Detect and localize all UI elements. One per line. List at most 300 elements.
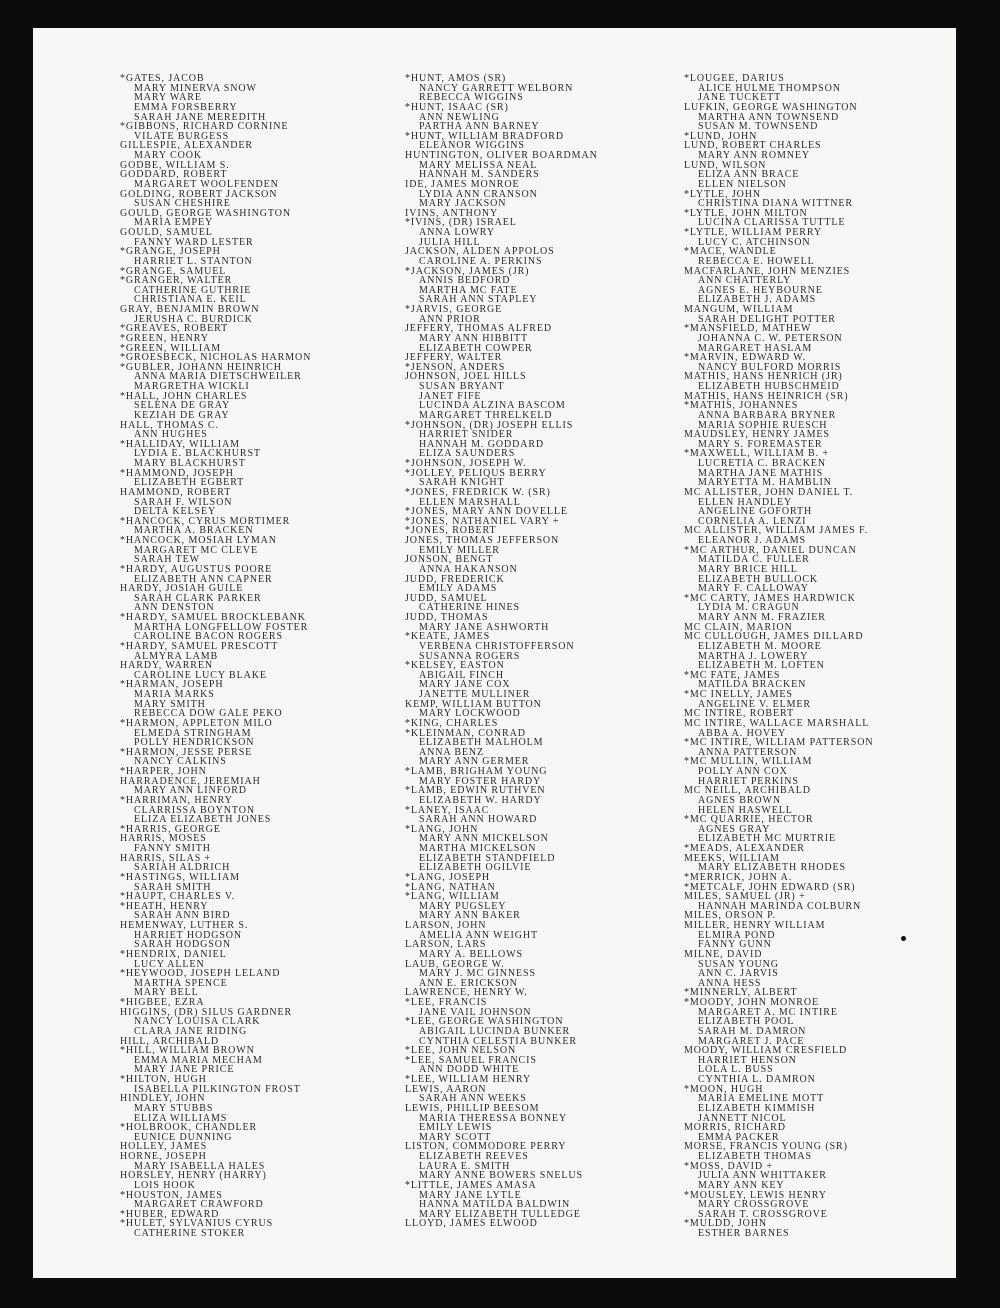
family-head-name: JONSON, BENGT: [405, 554, 494, 566]
spouse-name: EUNICE DUNNING: [134, 1131, 233, 1143]
spouse-name: SARAH ANN STAPLEY: [419, 294, 538, 306]
spouse-name: ELIZABETH J. ADAMS: [698, 294, 817, 306]
spouse-name: ELIZABETH M. MOORE: [698, 640, 822, 652]
spouse-name: JOHANNA C. W. PETERSON: [698, 332, 843, 344]
spouse-name: MARY ANNE BOWERS SNELUS: [419, 1170, 583, 1182]
family-head-name: *MOODY, JOHN MONROE: [684, 997, 819, 1008]
family-head-name: *LYTLE, JOHN: [684, 188, 762, 200]
family-head-name: *MATHIS, JOHANNES: [684, 400, 799, 412]
family-head-name: LUND, WILSON: [684, 159, 767, 171]
spouse-name: MARY LOCKWOOD: [419, 708, 521, 720]
family-head-name: *GIBBONS, RICHARD CORNINE: [120, 121, 289, 133]
spouse-name: KEZIAH DE GRAY: [134, 409, 230, 421]
spouse-name: HANNAH M. SANDERS: [419, 169, 540, 181]
spouse-name: MARY ANN M. FRAZIER: [698, 612, 826, 623]
spouse-name: MARY CROSSGROVE: [698, 1199, 810, 1211]
spouse-name: ANGELINE V. ELMER: [698, 698, 811, 710]
family-head-name: GRAY, BENJAMIN BROWN: [120, 304, 260, 315]
spouse-name: LUCINA CLARISSA TUTTLE: [698, 217, 846, 229]
spouse-name: LYDIA E. BLACKHURST: [134, 448, 261, 460]
spouse-name: MARGARET WOOLFENDEN: [134, 178, 279, 190]
spouse-name: PARTHA ANN BARNEY: [419, 121, 540, 133]
family-head-name: *HARDY, AUGUSTUS POORE: [120, 563, 273, 575]
spouse-name: ELEANOR J. ADAMS: [698, 535, 807, 546]
family-head-name: IDE, JAMES MONROE: [405, 178, 520, 190]
spouse-name: NANCY LOUISA CLARK: [134, 1016, 261, 1028]
family-head-name: *HIGBEE, EZRA: [120, 997, 205, 1008]
spouse-name: JANNETT NICOL: [698, 1112, 787, 1124]
spouse-name: HELEN HASWELL: [698, 804, 793, 816]
spouse-name: ANNA HESS: [698, 977, 762, 989]
family-head-name: LLOYD, JAMES ELWOOD: [405, 1218, 538, 1230]
spouse-name: ANN E. ERICKSON: [419, 977, 518, 989]
family-head-name: *HANCOCK, MOSIAH LYMAN: [120, 535, 277, 546]
spouse-name: SUSAN YOUNG: [698, 958, 779, 970]
family-head-name: *LEE, WILLIAM HENRY: [405, 1074, 532, 1085]
spouse-name: ELIZABETH THOMAS: [698, 1151, 812, 1162]
family-head-name: *HILTON, HUGH: [120, 1074, 207, 1085]
spouse-name: MARY FOSTER HARDY: [419, 775, 542, 787]
spouse-name: ISABELLA PILKINGTON FROST: [134, 1083, 301, 1095]
family-head-name: *HENDRIX, DANIEL: [120, 948, 227, 960]
spouse-name: ANN PRIOR: [419, 313, 481, 325]
family-head-name: *LOUGEE, DARIUS: [684, 73, 785, 84]
family-head-name: GODDARD, ROBERT: [120, 169, 228, 181]
family-head-name: *HUNT, AMOS (SR): [405, 73, 507, 84]
spouse-name: SARAH ANN WEEKS: [419, 1093, 527, 1105]
family-head-name: *KEATE, JAMES: [405, 631, 491, 643]
spouse-name: CYNTHIA L. DAMRON: [698, 1074, 816, 1085]
spouse-name: CHRISTIANA E. KEIL: [134, 294, 247, 306]
spouse-name: MARTHA A. BRACKEN: [134, 525, 254, 537]
family-head-name: *LAMB, BRIGHAM YOUNG: [405, 766, 548, 777]
spouse-name: MARIA SOPHIE RUESCH: [698, 419, 828, 431]
family-head-name: *MC QUARRIE, HECTOR: [684, 814, 814, 826]
family-head-name: GOLDING, ROBERT JACKSON: [120, 188, 278, 200]
spouse-name: SARAH TEW: [134, 554, 200, 566]
family-head-name: *MOUSLEY, LEWIS HENRY: [684, 1189, 827, 1201]
family-head-name: MATHIS, HANS HEINRICH (SR): [684, 390, 849, 402]
family-head-name: *HARPER, JOHN: [120, 766, 207, 777]
spouse-name: ALMYRA LAMB: [134, 650, 219, 662]
family-head-name: LUND, ROBERT CHARLES: [684, 140, 822, 152]
spouse-name: EMMA MARIA MECHAM: [134, 1054, 263, 1066]
spouse-name: SARAH ANN BIRD: [134, 910, 231, 922]
family-head-name: LARSON, JOHN: [405, 920, 487, 931]
family-head-name: *LANG, NATHAN: [405, 881, 496, 893]
spouse-name: MARY BELL: [134, 987, 199, 999]
family-head-name: *MOSS, DAVID +: [684, 1160, 773, 1172]
spouse-name: LYDIA M. CRAGUN: [698, 602, 800, 614]
spouse-name: JULIA ANN WHITTAKER: [698, 1170, 827, 1182]
family-head-name: *HARDY, SAMUEL PRESCOTT: [120, 640, 279, 652]
family-head-name: *GATES, JACOB: [120, 73, 205, 84]
spouse-name: JULIA HILL: [419, 236, 481, 248]
family-head-name: MC INTIRE, ROBERT: [684, 708, 794, 720]
spouse-name: MATILDA BRACKEN: [698, 679, 807, 691]
spouse-name: CYNTHIA CELESTIA BUNKER: [419, 1035, 577, 1047]
family-head-name: *GUBLER, JOHANN HEINRICH: [120, 361, 282, 373]
spouse-name: AGNES BROWN: [698, 794, 781, 806]
family-head-name: *JONES, ROBERT: [405, 525, 497, 537]
spouse-name: SELENA DE GRAY: [134, 400, 231, 412]
name-column-2: [405, 74, 598, 1229]
family-head-name: *JONES, FREDRICK W. (SR): [405, 486, 551, 498]
spouse-name: MARY JACKSON: [419, 198, 507, 210]
spouse-name: ELIZABETH BULLOCK: [698, 573, 819, 585]
family-head-name: *LANEY, ISAAC: [405, 804, 490, 816]
spouse-name: MARGARET J. PACE: [698, 1035, 805, 1047]
family-head-name: MACFARLANE, JOHN MENZIES: [684, 265, 851, 277]
spouse-name: ELLEN HANDLEY: [698, 496, 793, 508]
spouse-name: CATHERINE HINES: [419, 602, 520, 614]
spouse-name: ANNA BENZ: [419, 746, 485, 758]
spouse-name: CAROLINE BACON ROGERS: [134, 631, 283, 643]
family-head-name: MILES, SAMUEL (JR) +: [684, 891, 806, 903]
family-head-name: *JOHNSON, JOSEPH W.: [405, 458, 527, 469]
family-head-name: *HOLBROOK, CHANDLER: [120, 1122, 258, 1134]
spouse-name: MARGARET MC CLEVE: [134, 544, 259, 556]
spouse-name: MARTHA LONGFELLOW FOSTER: [134, 621, 309, 633]
spouse-name: FANNY WARD LESTER: [134, 236, 254, 248]
family-head-name: *LITTLE, JAMES AMASA: [405, 1179, 537, 1191]
spouse-name: EMMA FORSBERRY: [134, 101, 238, 113]
family-head-name: *MAXWELL, WILLIAM B. +: [684, 448, 829, 460]
spouse-name: MARY STUBBS: [134, 1102, 214, 1114]
family-head-name: *HUBER, EDWARD: [120, 1208, 220, 1220]
family-head-name: *METCALF, JOHN EDWARD (SR): [684, 881, 856, 893]
spouse-name: VERBENA CHRISTOFFERSON: [419, 640, 575, 652]
family-head-name: *HARMAN, JOSEPH: [120, 679, 224, 691]
family-head-name: *JACKSON, JAMES (JR): [405, 265, 530, 277]
family-head-name: *LYTLE, WILLIAM PERRY: [684, 227, 822, 238]
family-head-name: MANGUM, WILLIAM: [684, 304, 794, 315]
spouse-name: SARAH ANN HOWARD: [419, 814, 538, 826]
family-head-name: HALL, THOMAS C.: [120, 419, 219, 431]
family-head-name: *HARRIMAN, HENRY: [120, 794, 233, 806]
family-head-name: *LEE, JOHN NELSON: [405, 1045, 517, 1057]
family-head-name: MAUDSLEY, HENRY JAMES: [684, 429, 830, 441]
family-head-name: JONES, THOMAS JEFFERSON: [405, 535, 560, 546]
family-head-name: *LEE, SAMUEL FRANCIS: [405, 1054, 537, 1066]
family-head-name: *JENSON, ANDERS: [405, 361, 506, 373]
spouse-name: HARRIET HODGSON: [134, 929, 243, 941]
spouse-name: NANCY CALKINS: [134, 756, 227, 768]
spouse-name: NANCY BULFORD MORRIS: [698, 361, 842, 373]
spouse-name: MARY JANE PRICE: [134, 1064, 235, 1076]
family-head-name: *MARVIN, EDWARD W.: [684, 352, 807, 364]
family-head-name: MORRIS, RICHARD: [684, 1122, 786, 1134]
spouse-name: MARY SMITH: [134, 698, 206, 710]
spouse-name: HARRIET PERKINS: [698, 775, 799, 787]
spouse-name: LOLA L. BUSS: [698, 1064, 774, 1076]
family-head-name: GILLESPIE, ALEXANDER: [120, 140, 253, 152]
spouse-name: EMILY MILLER: [419, 544, 500, 556]
family-head-name: HARRADENCE, JEREMIAH: [120, 775, 261, 787]
spouse-name: ELIZA ANN BRACE: [698, 169, 800, 181]
family-head-name: *HULET, SYLVANIUS CYRUS: [120, 1218, 274, 1230]
family-head-name: HORNE, JOSEPH: [120, 1151, 207, 1162]
spouse-name: ANNA BARBARA BRYNER: [698, 409, 837, 421]
spouse-name: MARIA EMELINE MOTT: [698, 1093, 825, 1105]
spouse-name: EMMA PACKER: [698, 1131, 780, 1143]
family-head-name: *HALLIDAY, WILLIAM: [120, 438, 240, 450]
family-head-name: JOHNSON, JOEL HILLS: [405, 371, 527, 383]
family-head-name: *HARMON, APPLETON MILO: [120, 717, 273, 729]
spouse-name: ELLEN NIELSON: [698, 178, 787, 190]
family-head-name: HARRIS, MOSES: [120, 833, 207, 845]
spouse-name: ELIZABETH HUBSCHMEID: [698, 381, 840, 392]
family-head-name: *GREAVES, ROBERT: [120, 323, 229, 335]
spouse-name: ANN NEWLING: [419, 111, 500, 123]
name-column-1: [120, 74, 311, 1239]
family-head-name: *KING, CHARLES: [405, 717, 499, 729]
family-head-name: *JOHNSON, (DR) JOSEPH ELLIS: [405, 419, 574, 431]
family-head-name: *JARVIS, GEORGE: [405, 304, 503, 315]
family-head-name: *IVINS, (DR) ISRAEL: [405, 217, 517, 229]
spouse-name: ELIZA ELIZABETH JONES: [134, 814, 272, 826]
spouse-name: ELIZABETH EGBERT: [134, 477, 245, 489]
name-column-3: [684, 74, 873, 1239]
family-head-name: *HARDY, SAMUEL BROCKLEBANK: [120, 612, 306, 623]
family-head-name: *HANCOCK, CYRUS MORTIMER: [120, 515, 291, 527]
family-head-name: HOLLEY, JAMES: [120, 1141, 208, 1153]
spouse-name: MARY F. CALLOWAY: [698, 583, 809, 595]
spouse-name: CAROLINE LUCY BLAKE: [134, 669, 267, 681]
spouse-name: MARTHA ANN TOWNSEND: [698, 111, 840, 123]
spouse-name: MARY S. FOREMASTER: [698, 438, 823, 450]
spouse-name: REBECCA WIGGINS: [419, 92, 524, 104]
spouse-name: ELIZABETH REEVES: [419, 1151, 529, 1162]
spouse-name: SARAH DELIGHT POTTER: [698, 313, 836, 325]
spouse-name: ANN DODD WHITE: [419, 1064, 520, 1076]
spouse-name: SUSAN CHESHIRE: [134, 198, 231, 210]
spouse-name: ELIZA SAUNDERS: [419, 448, 516, 460]
family-head-name: HINDLEY, JOHN: [120, 1093, 206, 1105]
spouse-name: ANGELINE GOFORTH: [698, 506, 813, 518]
ink-speck: [901, 936, 906, 941]
spouse-name: ABBA A. HOVEY: [698, 727, 787, 739]
family-head-name: *MANSFIELD, MATHEW: [684, 323, 812, 335]
spouse-name: SARAH F. WILSON: [134, 496, 233, 508]
family-head-name: GOULD, GEORGE WASHINGTON: [120, 207, 291, 219]
spouse-name: MARY ANN GERMER: [419, 756, 530, 768]
spouse-name: ELMIRA POND: [698, 929, 776, 941]
spouse-name: MARTHA SPENCE: [134, 977, 228, 989]
spouse-name: LUCY C. ATCHINSON: [698, 236, 811, 248]
spouse-name: HARRIET HENSON: [698, 1054, 797, 1066]
family-head-name: HARRIS, SILAS +: [120, 852, 212, 864]
spouse-name: EMILY ADAMS: [419, 583, 498, 595]
spouse-name: HANNAH M. GODDARD: [419, 438, 545, 450]
family-head-name: LISTON, COMMODORE PERRY: [405, 1141, 567, 1153]
family-head-name: JEFFERY, THOMAS ALFRED: [405, 323, 552, 335]
spouse-name: JANETTE MULLINER: [419, 689, 531, 700]
family-head-name: JEFFERY, WALTER: [405, 352, 503, 364]
family-head-name: *MC INELLY, JAMES: [684, 689, 793, 700]
family-head-name: *JONES, MARY ANN DOVELLE: [405, 506, 568, 518]
family-head-name: *MERRICK, JOHN A.: [684, 871, 793, 883]
family-head-name: *LANG, WILLIAM: [405, 891, 500, 903]
family-head-name: *MC INTIRE, WILLIAM PATTERSON: [684, 737, 874, 749]
spouse-name: AGNES GRAY: [698, 823, 771, 835]
family-head-name: *MC MULLIN, WILLIAM: [684, 756, 813, 768]
family-head-name: *HARMON, JESSE PERSE: [120, 746, 253, 758]
family-head-name: *MINNERLY, ALBERT: [684, 987, 798, 999]
family-head-name: MATHIS, HANS HENRICH (JR): [684, 371, 843, 383]
spouse-name: LUCRETIA C. BRACKEN: [698, 458, 826, 469]
spouse-name: ELIZABETH STANDFIELD: [419, 852, 556, 864]
spouse-name: CORNELIA A. LENZI: [698, 515, 807, 527]
spouse-name: MARGARET CRAWFORD: [134, 1199, 264, 1211]
spouse-name: MARGARET HASLAM: [698, 342, 813, 354]
spouse-name: JANE TUCKETT: [698, 92, 782, 104]
spouse-name: SUSAN M. TOWNSEND: [698, 121, 819, 133]
family-head-name: *MEADS, ALEXANDER: [684, 843, 805, 854]
family-head-name: *LANG, JOHN: [405, 823, 479, 835]
spouse-name: NANCY GARRETT WELBORN: [419, 82, 574, 94]
family-head-name: MILES, ORSON P.: [684, 910, 776, 922]
spouse-name: ELIZABETH KIMMISH: [698, 1102, 816, 1114]
spouse-name: ANNIS BEDFORD: [419, 275, 511, 287]
spouse-name: MARY ANN LINFORD: [134, 785, 247, 797]
spouse-name: ELIZABETH MALHOLM: [419, 737, 544, 749]
family-head-name: KEMP, WILLIAM BUTTON: [405, 698, 542, 710]
spouse-name: MARIA EMPEY: [134, 217, 214, 229]
spouse-name: ELIZABETH M. LOFTEN: [698, 660, 825, 672]
family-head-name: MILLER, HENRY WILLIAM: [684, 920, 826, 931]
family-head-name: GODBE, WILLIAM S.: [120, 159, 230, 171]
family-head-name: *HALL, JOHN CHARLES: [120, 390, 248, 402]
spouse-name: POLLY HENDRICKSON: [134, 737, 255, 749]
spouse-name: HANNA MATILDA BALDWIN: [419, 1199, 571, 1211]
spouse-name: MARY ISABELLA HALES: [134, 1160, 266, 1172]
spouse-name: ELIZABETH ANN CAPNER: [134, 573, 273, 585]
spouse-name: ELIZABETH POOL: [698, 1016, 795, 1028]
family-head-name: *GRANGE, JOSEPH: [120, 246, 221, 258]
spouse-name: SARIAH ALDRICH: [134, 862, 231, 874]
spouse-name: JANET FIFE: [419, 390, 482, 402]
family-head-name: JUDD, FREDERICK: [405, 573, 505, 585]
family-head-name: MORSE, FRANCIS YOUNG (SR): [684, 1141, 848, 1153]
spouse-name: JANE VAIL JOHNSON: [419, 1006, 532, 1018]
spouse-name: MARY JANE ASHWORTH: [419, 621, 550, 633]
spouse-name: ANNA LOWRY: [419, 227, 495, 238]
spouse-name: ANN DENSTON: [134, 602, 215, 614]
family-head-name: MILNE, DAVID: [684, 948, 763, 960]
spouse-name: ABIGAIL LUCINDA BUNKER: [419, 1025, 571, 1037]
family-head-name: MC INTIRE, WALLACE MARSHALL: [684, 717, 870, 729]
family-head-name: HUNTINGTON, OLIVER BOARDMAN: [405, 150, 598, 161]
spouse-name: ELEANOR WIGGINS: [419, 140, 525, 152]
family-head-name: *MC FATE, JAMES: [684, 669, 781, 681]
family-head-name: *KLEINMAN, CONRAD: [405, 727, 526, 739]
spouse-name: HARRIET SNIDER: [419, 429, 514, 441]
family-head-name: MC CLAIN, MARION: [684, 621, 793, 633]
family-head-name: HARDY, WARREN: [120, 660, 214, 672]
spouse-name: ESTHER BARNES: [698, 1228, 790, 1239]
spouse-name: LOIS HOOK: [134, 1179, 196, 1191]
spouse-name: LYDIA ANN CRANSON: [419, 188, 538, 200]
family-head-name: *JONES, NATHANIEL VARY +: [405, 515, 560, 527]
spouse-name: MARY ANN KEY: [698, 1179, 785, 1191]
family-head-name: *HUNT, WILLIAM BRADFORD: [405, 130, 564, 142]
family-head-name: *MC ARTHUR, DANIEL DUNCAN: [684, 544, 857, 556]
family-head-name: MEEKS, WILLIAM: [684, 852, 780, 864]
family-head-name: *MOON, HUGH: [684, 1083, 764, 1095]
spouse-name: MARY ANN BAKER: [419, 910, 521, 922]
family-head-name: *MULDD, JOHN: [684, 1218, 768, 1230]
family-head-name: *GREEN, WILLIAM: [120, 342, 222, 354]
family-head-name: *HILL, WILLIAM BROWN: [120, 1045, 255, 1057]
spouse-name: VILATE BURGESS: [134, 130, 230, 142]
family-head-name: *HUNT, ISAAC (SR): [405, 101, 509, 113]
spouse-name: MARY MELISSA NEAL: [419, 159, 538, 171]
family-head-name: MC ALLISTER, JOHN DANIEL T.: [684, 486, 854, 498]
spouse-name: MARY BRICE HILL: [698, 563, 798, 575]
spouse-name: MARIA MARKS: [134, 689, 215, 700]
spouse-name: JERUSHA C. BURDICK: [134, 313, 253, 325]
spouse-name: ELIZABETH MC MURTRIE: [698, 833, 836, 845]
spouse-name: MARGARET THRELKELD: [419, 409, 553, 421]
spouse-name: ELLEN MARSHALL: [419, 496, 521, 508]
family-head-name: *LUND, JOHN: [684, 130, 758, 142]
spouse-name: SARAH JANE MEREDITH: [134, 111, 267, 123]
family-head-name: *LAMB, EDWIN RUTHVEN: [405, 785, 546, 797]
spouse-name: FANNY GUNN: [698, 939, 772, 951]
spouse-name: ANNA HAKANSON: [419, 563, 518, 575]
document-page: [33, 28, 956, 1278]
family-head-name: *HEYWOOD, JOSEPH LELAND: [120, 968, 281, 980]
spouse-name: MARY WARE: [134, 92, 202, 104]
family-head-name: *HAUPT, CHARLES V.: [120, 891, 236, 903]
family-head-name: JUDD, SAMUEL: [405, 592, 488, 604]
spouse-name: MARIA THERESSA BONNEY: [419, 1112, 568, 1124]
family-head-name: *LEE, FRANCIS: [405, 997, 488, 1008]
spouse-name: ANNA MARIA DIETSCHWEILER: [134, 371, 302, 383]
family-head-name: HARDY, JOSIAH GUILE: [120, 583, 244, 595]
spouse-name: MARY ELIZABETH TULLEDGE: [419, 1208, 581, 1220]
spouse-name: AMELIA ANN WEIGHT: [419, 929, 538, 941]
spouse-name: LUCY ALLEN: [134, 958, 205, 970]
spouse-name: MARY JANE COX: [419, 679, 511, 691]
spouse-name: ELIZABETH W. HARDY: [419, 794, 542, 806]
spouse-name: MARY SCOTT: [419, 1131, 492, 1143]
spouse-name: MARY MINERVA SNOW: [134, 82, 257, 94]
spouse-name: HANNAH MARINDA COLBURN: [698, 900, 862, 912]
family-head-name: *GROESBECK, NICHOLAS HARMON: [120, 352, 312, 364]
spouse-name: MARY J. MC GINNESS: [419, 968, 536, 980]
family-head-name: GOULD, SAMUEL: [120, 227, 213, 238]
spouse-name: REBECCA DOW GALE PEKO: [134, 708, 283, 720]
family-head-name: *GRANGE, SAMUEL: [120, 265, 227, 277]
spouse-name: MARTHA MC FATE: [419, 284, 518, 296]
spouse-name: SARAH HODGSON: [134, 939, 231, 951]
spouse-name: CAROLINE A. PERKINS: [419, 255, 543, 267]
spouse-name: MATILDA C. FULLER: [698, 554, 810, 566]
family-head-name: *GREEN, HENRY: [120, 332, 209, 344]
spouse-name: ALICE HULME THOMPSON: [698, 82, 841, 94]
spouse-name: HARRIET L. STANTON: [134, 255, 253, 267]
spouse-name: CATHERINE STOKER: [134, 1228, 246, 1239]
family-head-name: LEWIS, AARON: [405, 1083, 487, 1095]
spouse-name: LAURA E. SMITH: [419, 1160, 511, 1172]
spouse-name: MARY JANE LYTLE: [419, 1189, 522, 1201]
spouse-name: MARY PUGSLEY: [419, 900, 507, 912]
family-head-name: MC ALLISTER, WILLIAM JAMES F.: [684, 525, 869, 537]
family-head-name: HORSLEY, HENRY (HARRY): [120, 1170, 267, 1182]
spouse-name: SARAH M. DAMRON: [698, 1025, 807, 1037]
